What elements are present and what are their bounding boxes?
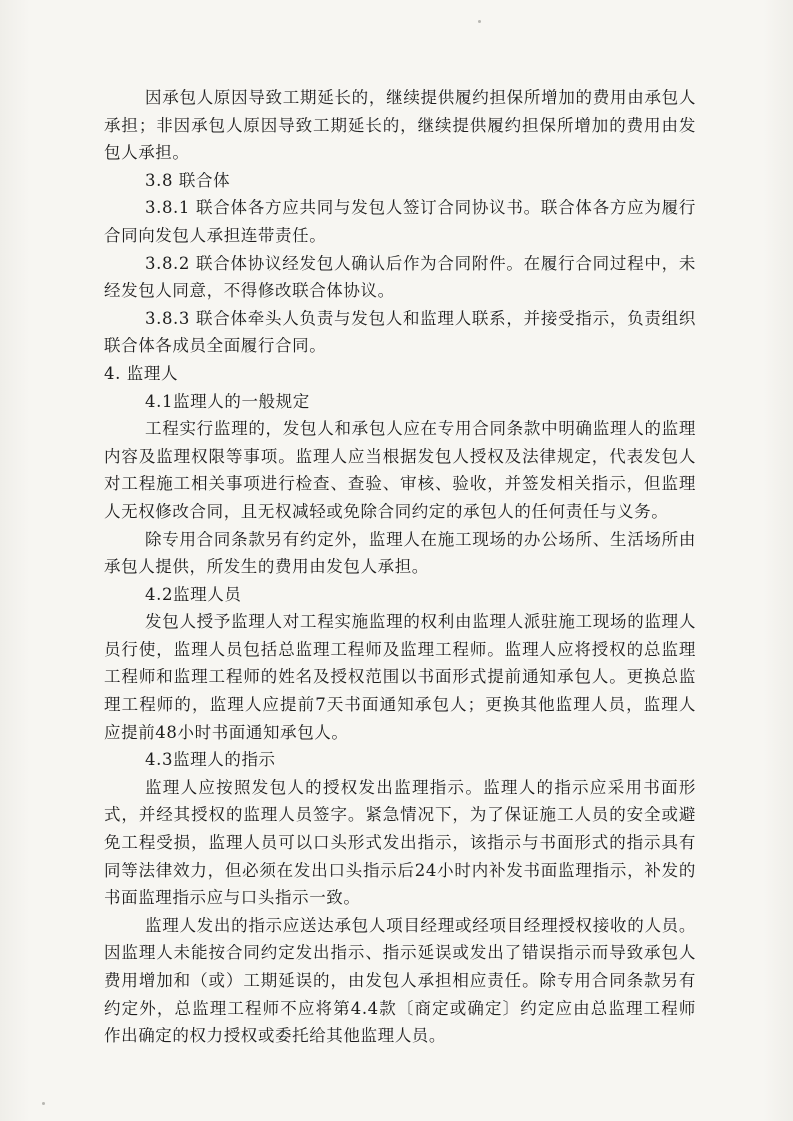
section-heading: 4.2监理人员 (145, 584, 242, 604)
section-heading: 4.1监理人的一般规定 (145, 391, 310, 411)
body-paragraph: 监理人应按照发包人的授权发出监理指示。监理人的指示应采用书面形式，并经其授权的监理人员签字。紧急情况下，为了保证施工人员的安全或避免工程受损，监理人员可以口头形式发出指示，该指示与书面形式的指示具有同等法律效力，但必须在发出口头指示后24小时内补发书面监理指示，补发的书面监理指示应与口头指示一致。 (104, 777, 696, 908)
scan-speck (478, 20, 481, 23)
body-paragraph: 监理人发出的指示应送达承包人项目经理或经项目经理授权接收的人员。因监理人未能按合同约定发出指示、指示延误或发出了错误指示而导致承包人费用增加和（或）工期延误的，由发包人承担相应责任。除专用合同条款另有约定外，总监理工程师不应将第4.4款〔商定或确定〕约定应由总监理工程师作出确定的权力授权或委托给其他监理人员。 (104, 915, 696, 1046)
document-body (104, 84, 696, 1050)
scan-speck (42, 1102, 45, 1105)
body-paragraph: 3.8 联合体 (145, 170, 231, 190)
body-paragraph: 3.8.1 联合体各方应共同与发包人签订合同协议书。联合体各方应为履行合同向发包人承担连带责任。 (104, 198, 696, 245)
section-heading: 4. 监理人 (104, 363, 179, 383)
body-paragraph: 除专用合同条款另有约定外，监理人在施工现场的办公场所、生活场所由承包人提供，所发生的费用由发包人承担。 (104, 529, 696, 577)
body-paragraph: 发包人授予监理人对工程实施监理的权利由监理人派驻施工现场的监理人员行使，监理人员包括总监理工程师及监理工程师。监理人应将授权的总监理工程师和监理工程师的姓名及授权范围以书面形式提前通知承包人。更换总监理工程师的，监理人应提前7天书面通知承包人；更换其他监理人员，监理人应提前48小时书面通知承包人。 (104, 612, 696, 742)
body-paragraph: 因承包人原因导致工期延长的，继续提供履约担保所增加的费用由承包人承担；非因承包人原因导致工期延长的，继续提供履约担保所增加的费用由发包人承担。 (104, 88, 696, 163)
body-paragraph: 工程实行监理的，发包人和承包人应在专用合同条款中明确监理人的监理内容及监理权限等事项。监理人应当根据发包人授权及法律规定，代表发包人对工程施工相关事项进行检查、查验、审核、验收，并签发相关指示，但监理人无权修改合同，且无权减轻或免除合同约定的承包人的任何责任与义务。 (104, 419, 696, 521)
section-heading: 4.3监理人的指示 (145, 750, 276, 770)
body-paragraph: 3.8.3 联合体牵头人负责与发包人和监理人联系，并接受指示，负责组织联合体各成员全面履行合同。 (104, 308, 696, 356)
body-paragraph: 3.8.2 联合体协议经发包人确认后作为合同附件。在履行合同过程中，未经发包人同意，不得修改联合体协议。 (104, 253, 696, 301)
